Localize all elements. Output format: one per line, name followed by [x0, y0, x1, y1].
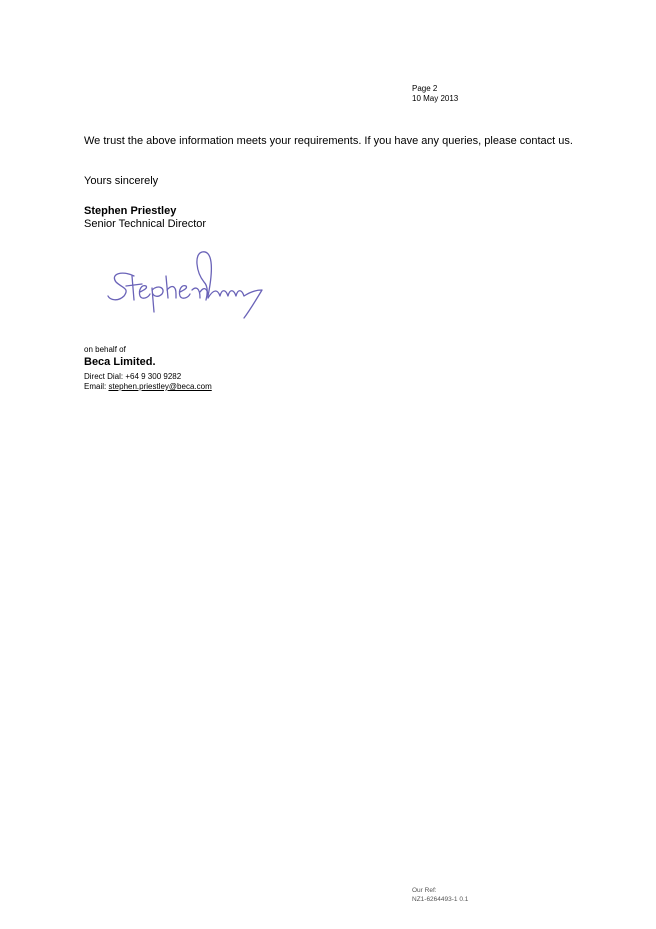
- signer-title: Senior Technical Director: [84, 218, 207, 230]
- email-link[interactable]: stephen.priestley@beca.com: [108, 382, 212, 391]
- ref-label: Our Ref:: [412, 887, 437, 894]
- footer-reference: [412, 886, 468, 904]
- signer-name: Stephen Priestley: [84, 205, 177, 217]
- page-header-meta: [412, 84, 458, 104]
- email-label: Email:: [84, 382, 109, 391]
- closing-salutation: Yours sincerely: [84, 175, 159, 187]
- handwritten-signature: [104, 246, 270, 326]
- company-name: Beca Limited.: [84, 356, 156, 368]
- contact-details: [84, 372, 212, 392]
- letter-date: 10 May 2013: [412, 94, 459, 103]
- on-behalf-label: on behalf of: [84, 345, 126, 354]
- page-number: Page 2: [412, 84, 438, 93]
- ref-number: NZ1-6264493-1 0.1: [412, 896, 469, 903]
- direct-dial: Direct Dial: +64 9 300 9282: [84, 372, 182, 381]
- body-paragraph: We trust the above information meets your requirements. If you have any queries, please contact us.: [84, 135, 573, 147]
- email-line: [84, 382, 212, 392]
